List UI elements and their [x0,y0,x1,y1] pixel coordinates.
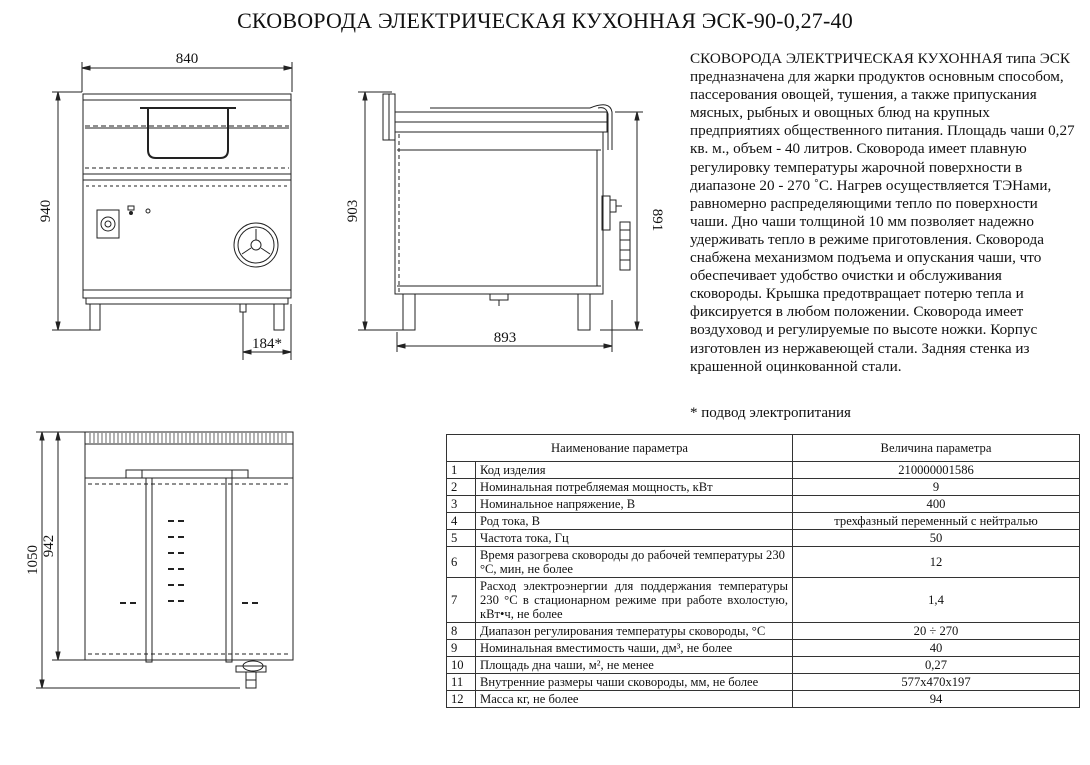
row-param-name: Внутренние размеры чаши сковороды, мм, не более [476,674,793,691]
table-row [447,513,1080,530]
side-view-drawing [358,92,643,352]
row-param-name: Номинальная вместимость чаши, дм³, не более [476,640,793,657]
front-view-drawing [52,62,292,360]
dim-front-height: 940 [38,199,54,223]
row-number: 5 [447,530,476,547]
dim-front-width: 840 [175,51,199,67]
product-description [690,50,1075,376]
row-param-name: Номинальное напряжение, В [476,496,793,513]
row-param-name: Площадь дна чаши, м², не менее [476,657,793,674]
row-param-name: Масса кг, не более [476,691,793,708]
table-row [447,691,1080,708]
row-number: 4 [447,513,476,530]
row-param-value: 40 [793,640,1080,657]
row-param-name: Род тока, В [476,513,793,530]
row-number: 3 [447,496,476,513]
row-param-value: 9 [793,479,1080,496]
row-param-value: 400 [793,496,1080,513]
row-number: 1 [447,462,476,479]
row-param-name: Время разогрева сковороды до рабочей температуры 230 °С, мин, не более [476,547,793,578]
dim-side-height-right: 891 [649,208,665,232]
row-number: 7 [447,578,476,623]
row-number: 9 [447,640,476,657]
page-title: СКОВОРОДА ЭЛЕКТРИЧЕСКАЯ КУХОННАЯ ЭСК-90-0,27-40 [237,8,853,33]
table-row [447,462,1080,479]
top-view-drawing [36,432,293,688]
dim-side-height: 903 [345,199,361,223]
header-name: Наименование параметра [447,435,793,462]
table-row [447,640,1080,657]
table-row [447,479,1080,496]
row-number: 6 [447,547,476,578]
row-param-value: 20 ÷ 270 [793,623,1080,640]
description-text: СКОВОРОДА ЭЛЕКТРИЧЕСКАЯ КУХОННАЯ типа ЭСК предназначена для жарки продуктов основным способом, пассерования овощей, тушения, а также припускания мясных, рыбных и овощных блюд на крупных предприятиях общественного питания. Площадь чаши 0,27 кв. м., объем - 40 литров. Сковорода имеет плавную регулировку температуры жарочной поверхности в диапазоне 20 - 270 ˚С. Нагрев осуществляется ТЭНами, равномерно распределяющими тепло по поверхности чаши. Дно чаши толщиной 10 мм позволяет надежно удерживать тепло в режиме приготовления. Сковорода снабжена механизмом подъема и опускания чаши, что обеспечивает удобство очистки и обслуживания сковороды. Крышка предотвращает потерю тепла и фиксируется в любом положении. Сковорода имеет воздуховод и регулируемые по высоте ножки. Корпус изготовлен из нержавеющей стали. Задняя стенка из крашенной оцинкованной стали. [690,50,1075,375]
row-number: 10 [447,657,476,674]
row-param-name: Диапазон регулирования температуры сковороды, °С [476,623,793,640]
row-param-value: трехфазный переменный с нейтралью [793,513,1080,530]
dim-top-depth-body: 942 [41,534,57,558]
dim-top-depth-total: 1050 [25,545,41,575]
row-param-name: Код изделия [476,462,793,479]
table-row [447,623,1080,640]
row-param-value: 12 [793,547,1080,578]
row-param-name: Частота тока, Гц [476,530,793,547]
parameters-table [446,434,1080,708]
dim-side-depth: 893 [493,330,517,346]
row-param-value: 1,4 [793,578,1080,623]
row-param-name: Расход электроэнергии для поддержания температуры 230 °С в стационарном режиме при работе вхолостую, кВт•ч, не более [476,578,793,623]
footnote: * подвод электропитания [690,405,851,421]
header-value: Величина параметра [793,435,1080,462]
row-number: 11 [447,674,476,691]
table-row [447,578,1080,623]
table-row [447,674,1080,691]
row-param-value: 577х470х197 [793,674,1080,691]
table-header-row [447,435,1080,462]
table-row [447,496,1080,513]
row-number: 12 [447,691,476,708]
table-row [447,530,1080,547]
row-param-name: Номинальная потребляемая мощность, кВт [476,479,793,496]
row-param-value: 0,27 [793,657,1080,674]
table-row [447,547,1080,578]
dim-plug-offset: 184* [252,336,282,352]
row-param-value: 94 [793,691,1080,708]
row-number: 8 [447,623,476,640]
row-param-value: 210000001586 [793,462,1080,479]
table-row [447,657,1080,674]
row-param-value: 50 [793,530,1080,547]
row-number: 2 [447,479,476,496]
